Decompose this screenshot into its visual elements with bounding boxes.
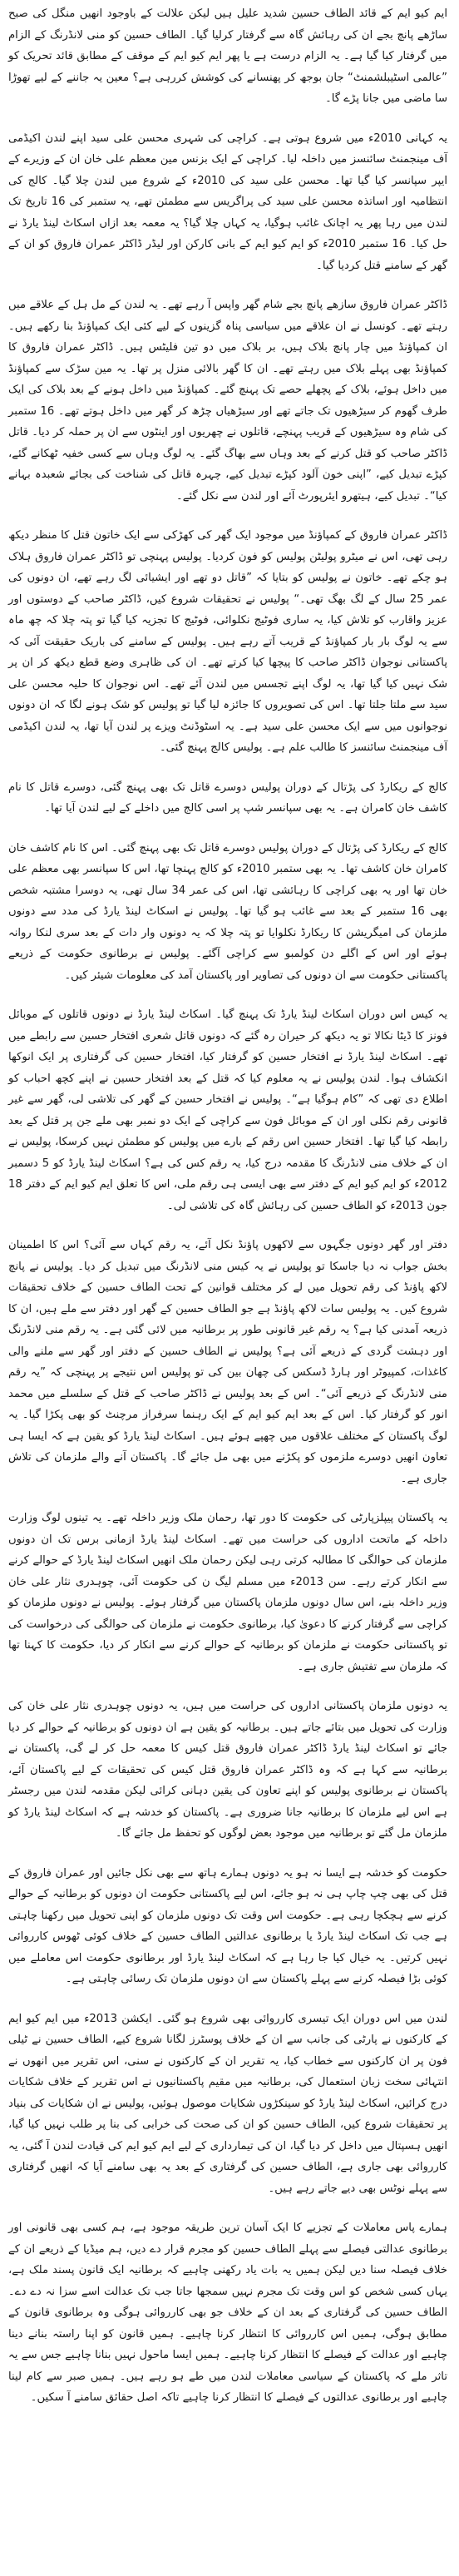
paragraph-13: ہمارے پاس معاملات کے تجزیے کا ایک آسان ترین طریقہ موجود ہے، ہم کسی بھی قانونی اور برطانوی عدالتی فیصلے سے پہلے الطاف حسین کو مجرم قرار دے دیں، ہم میڈیا کے ذریعے ان کے خلاف فیصلہ سنا دیں لیکن ہمیں یہ بات یاد رکھنی چاہیے کہ برطانیہ ایک قانون پسند ملک ہے، یہاں کسی شخص کو اس وقت تک مجرم نہیں سمجھا جاتا جب تک عدالت اسے سزا نہ دے دے۔ الطاف حسین کی گرفتاری کے بعد ان کے خلاف جو بھی کارروائی ہوگی وہ برطانوی قانون کے مطابق ہوگی، ہمیں اس کارروائی کا انتظار کرنا چاہیے۔ ہمیں قانون کو اپنا راستہ بنانے دینا چاہیے اور عدالت کے فیصلے کا انتظار کرنا چاہیے۔ ہمیں ایسا ماحول نہیں بنانا چاہیے جس سے یہ تاثر ملے کہ پاکستان کے سیاسی معاملات لندن میں طے ہو رہے ہیں۔ ہمیں صبر سے کام لینا چاہیے اور برطانوی عدالتوں کے فیصلے کا انتظار کرنا چاہیے تاکہ اصل حقائق سامنے آ سکیں۔ xyxy=(8,2222,447,2404)
paragraph-2: یہ کہانی 2010ء میں شروع ہوتی ہے۔ کراچی کی شہری محسن علی سید اپنے لندن اکیڈمی آف مینجمنٹ سائنسز میں داخلہ لیا۔ کراچی کے ایک بزنس مین معظم علی خان ان کے وزیرے کے ایپر سپانسر کیا گیا تھا۔ محسن علی سید کی 2010ء کے شروع میں لندن چلا گیا۔ کالج کی انتظامیہ اور اساتذہ محسن علی سید کی پراگریس سے مطمئن تھے، یہ ستمبر کی 16 تاریخ تک لندن میں رہا پھر یہ اچانک غائب ہوگیا، یہ کہاں چلا گیا؟ یہ معمہ بعد ازاں اسکاٹ لینڈ یارڈ نے حل کیا۔ 16 ستمبر 2010ء کو ایم کیو ایم کے بانی کارکن اور لیڈر ڈاکٹر عمران فاروق کو ان کے گھر کے سامنے قتل کردیا گیا۔ xyxy=(8,131,447,272)
paragraph-3: ڈاکٹر عمران فاروق سازھے پانچ بجے شام گھر واپس آ رہے تھے۔ یہ لندن کے مل ہل کے علاقے میں رہتے تھے۔ کونسل نے ان علاقے میں سیاسی پناہ گزینوں کے لیے کئی ایک کمپاؤنڈ بنا رکھے ہیں۔ ان کمپاؤنڈ میں چار پانچ بلاک ہیں، بر بلاک میں دو تین فلیٹس ہیں۔ ڈاکٹر عمران فاروق کا کمپاؤنڈ بھی پہلے بلاک میں رہتے تھے۔ ان کا گھر بالائی منزل پر تھا۔ یہ مین سڑک سے کمپاؤنڈ میں داخل ہوئے، بلاک کے پچھلے حصے تک پہنچ گئے۔ کمپاؤنڈ میں داخل ہونے کے بعد بلاک کی ایک طرف گھوم کر سیڑھیوں تک جاتے تھے اور سیڑھیاں چڑھ کر گھر میں داخل ہوتے تھے۔ 16 ستمبر کی شام وہ سیڑھیوں کے قریب پہنچے، قاتلوں نے چھریوں اور اینٹوں سے ان پر حملہ کر دیا۔ قاتل ڈاکٹر صاحب کو قتل کرنے کے بعد وہاں سے بھاگ گئے۔ یہ لوگ وہاں سے کسی خفیہ ٹھکانے گئے، کپڑے تبدیل کیے، ”اپنی خون آلود کپڑے تبدیل کیے، چہرہ قاتل کی شناخت کی بجائے شعبدہ بہانے کیا“۔ تبدیل کیے، ہیتھرو ایئرپورٹ آئے اور لندن سے نکل گئے۔ xyxy=(8,299,447,503)
paragraph-4: ڈاکٹر عمران فاروق کے کمپاؤنڈ میں موجود ایک گھر کی کھڑکی سے ایک خاتون قتل کا منظر دیکھ رہی تھی، اس نے میٹرو پولیٹن پولیس کو فون کردیا۔ پولیس پہنچی تو ڈاکٹر عمران فاروق ہلاک ہو چکے تھے۔ خاتون نے پولیس کو بتایا کہ ”قاتل دو تھے اور ایشیائی لگ رہے تھے، ان دونوں کی عمر 25 سال کے لگ بھگ تھی۔“ پولیس نے تحقیقات شروع کیں، ڈاکٹر صاحب کے دوستوں اور عزیز واقارب کو تلاش کیا، یہ ساری فوٹیج نکلوائی، فوٹیج کا تجزیہ کیا گیا تو پتہ چلا کہ چھ ماہ سے یہ لوگ بار بار کمپاؤنڈ کے قریب آتے رہے ہیں۔ پولیس کے سامنے کی باریک حقیقت آئی کہ پاکستانی نوجوان ڈاکٹر صاحب کا پیچھا کیا کرتے تھے۔ ان کی ظاہری وضع قطع دیکھ کر ان پر شک نہیں کیا گیا تھا، یہ لوگ اپنے تجسس میں لندن آئے تھے۔ اس نوجوان کا حلیہ محسن علی سید سے ملتا جلتا تھا۔ اس کی تصویروں کا جائزہ لیا گیا تو پولیس کو شک ہونے لگا کہ ان دونوں نوجوانوں میں سے ایک محسن علی سید ہے۔ یہ اسٹوڈنٹ ویزے پر لندن آیا تھا، یہ لندن اکیڈمی آف مینجمنٹ سائنسز کا طالب علم ہے۔ پولیس کالج پہنچ گئی۔ xyxy=(8,529,447,754)
paragraph-12: لندن میں اس دوران ایک تیسری کارروائی بھی شروع ہو گئی۔ ایکشن 2013ء میں ایم کیو ایم کے کارکنوں نے پارٹی کی جانب سے ان کے خلاف پوسٹرز لگانا شروع کیے، الطاف حسین نے ٹیلی فون پر ان کارکنوں سے خطاب کیا، یہ تقریر ان کے کارکنوں نے سنی، اس تقریر میں انھوں نے انتہائی سخت زبان استعمال کی، برطانیہ میں مقیم پاکستانیوں نے اس تقریر کے خلاف شکایات درج کرائیں، اسکاٹ لینڈ یارڈ کو سینکڑوں شکایات موصول ہوئیں، پولیس نے ان شکایات کی بنیاد پر تحقیقات شروع کیں، الطاف حسین کو ان کی صحت کی خرابی کی بنا پر طلب نہیں کیا گیا، انھیں ہسپتال میں داخل کر دیا گیا، ان کی تیمارداری کے لیے ایم کیو ایم کی قیادت لندن آ گئی، یہ کارروائی بھی جاری ہے، الطاف حسین کی گرفتاری کے بعد یہ بھی سامنے آیا کہ انھیں گرفتاری سے پہلے نوٹس بھی دیے جاتے رہے ہیں۔ xyxy=(8,2012,448,2195)
paragraph-8: دفتر اور گھر دونوں جگہوں سے لاکھوں پاؤنڈ نکل آئے، یہ رقم کہاں سے آئی؟ اس کا اطمینان بخش جواب نہ دیا جاسکا تو پولیس نے یہ کیس منی لانڈرنگ میں تبدیل کر دیا۔ پولیس نے پانچ لاکھ پاؤنڈ کی رقم تحویل میں لے کر مختلف قوانین کے تحت الطاف حسین کے خلاف تحقیقات شروع کیں۔ یہ پولیس سات لاکھ پاؤنڈ ہے جو الطاف حسین کے گھر اور دفتر سے ملے ہیں، ان کا ذریعہ آمدنی کیا ہے؟ یہ رقم غیر قانونی طور پر برطانیہ میں لائی گئی ہے۔ یہ رقم منی لانڈرنگ اور دہشت گردی کے ذریعے آئی ہے؟ پولیس نے الطاف حسین کے دفتر اور گھر سے ملنے والی کاغذات، کمپیوٹر اور ہارڈ ڈسکس کی چھان بین کی تو پولیس اس نتیجے پر پہنچی کہ ”یہ رقم منی لانڈرنگ کے ذریعے آئی“۔ اس کے بعد پولیس نے ڈاکٹر صاحب کے قتل کے سلسلے میں محمد انور کو گرفتار کیا۔ اس کے بعد ایم کیو ایم کے ایک رہنما سرفراز مرچنٹ کو بھی پکڑا گیا۔ یہ لوگ پاکستان کے مختلف علاقوں میں چھپے ہوئے ہیں۔ اسکاٹ لینڈ یارڈ کو یقین ہے کہ ایسا ہی تعاون انھیں دوسرے ملزموں کو پکڑنے میں بھی مل جائے گا۔ پاکستان آنے والے ملزمان کی تلاش جاری ہے۔ xyxy=(8,1239,447,1485)
paragraph-7: یہ کیس اس دوران اسکاٹ لینڈ یارڈ تک پہنچ گیا۔ اسکاٹ لینڈ یارڈ نے دونوں قاتلوں کے موبائل فونز کا ڈیٹا نکالا تو یہ دیکھ کر حیران رہ گئے کہ دونوں قاتل شعری افتخار حسین سے رابطے میں تھے۔ اسکاٹ لینڈ یارڈ نے افتخار حسین کو گرفتار کیا، افتخار حسین کی گرفتاری پر ایک انوکھا انکشاف ہوا۔ لندن پولیس نے یہ معلوم کیا کہ قتل کے بعد افتخار حسین نے اپنے کچھ احباب کو اطلاع دی تھی کہ ”کام ہوگیا ہے“۔ پولیس نے افتخار حسین کے گھر کی تلاشی لی، گھر سے غیر قانونی رقم نکلی اور ان کے موبائل فون سے کراچی کے ایک دو نمبر بھی ملے جن پر قتل کے بعد رابطہ کیا گیا تھا۔ افتخار حسین اس رقم کے بارے میں پولیس کو مطمئن نہیں کرسکا، پولیس نے ان کے خلاف منی لانڈرنگ کا مقدمہ درج کیا، یہ رقم کس کی ہے؟ اسکاٹ لینڈ یارڈ کو 5 دسمبر 2012ء کو ایم کیو ایم کے دفتر سے بھی ایسی ہی رقم ملی، اس کا تعلق ایم کیو ایم کے دفتر 18 جون 2013ء کو الطاف حسین کی رہائش گاہ کی تلاشی لی۔ xyxy=(8,1008,448,1212)
paragraph-6: کالج کے ریکارڈ کی پڑتال کے دوران پولیس دوسرے قاتل تک بھی پہنچ گئی۔ اس کا نام کاشف خان کامران خان کاشف تھا۔ یہ بھی ستمبر 2010ء کو کالج پہنچا تھا، اس کا سپانسر بھی معظم علی خان تھا اور یہ بھی کراچی کا رہائشی تھا، اس کی عمر 34 سال تھی، یہ دوسرا مشتبہ شخص بھی 16 ستمبر کے بعد سے غائب ہو گیا تھا۔ پولیس نے اسکاٹ لینڈ یارڈ کی مدد سے دونوں ملزمان کی امیگریشن کا ریکارڈ نکلوایا تو پتہ چلا کہ یہ دونوں وار دات کے بعد سری لنکا روانہ ہوئے اور اس کے اگلے دن کولمبو سے کراچی آگئے۔ پولیس نے برطانوی حکومت کے ذریعے پاکستانی حکومت سے ان دونوں کی تصاویر اور پاکستان آمد کی معلومات شیئر کیں۔ xyxy=(8,841,448,982)
paragraph-1: ایم کیو ایم کے قائد الطاف حسین شدید علیل ہیں لیکن علالت کے باوجود انھیں منگل کی صبح ساڑھے پانچ بجے ان کی رہائش گاہ سے گرفتار کرلیا گیا۔ الطاف حسین کو منی لانڈرنگ کے الزام میں گرفتار کیا گیا ہے۔ یہ الزام درست ہے یا پھر ایم کیو ایم کے موقف کے مطابق قائد تحریک کو ”عالمی اسٹیبلشمنٹ“ جان بوجھ کر پھنسانے کی کوشش کررہی ہے؟ معین یہ جاننے کے لیے تھوڑا سا ماضی میں جانا پڑے گا۔ xyxy=(8,7,447,105)
paragraph-9: یہ پاکستان پیپلزپارٹی کی حکومت کا دور تھا، رحمان ملک وزیر داخلہ تھے۔ یہ تینوں لوگ وزارت داخلہ کے ماتحت اداروں کی حراست میں تھے۔ اسکاٹ لینڈ یارڈ ازمانی برس تک ان دونوں ملزمان کی حوالگی کا مطالبہ کرتی رہی لیکن رحمان ملک انھیں اسکاٹ لینڈ یارڈ کے حوالے کرنے سے انکار کرتے رہے۔ سن 2013ء میں مسلم لیگ ن کی حکومت آئی، چوہدری نثار علی خان وزیر داخلہ بنے، اس سال دونوں ملزمان پاکستان میں گرفتار ہوئے۔ پولیس نے دونوں ملزمان کو کراچی سے گرفتار کرنے کا دعویٰ کیا، برطانوی حکومت نے ملزمان کی حوالگی کی درخواست کی تو پاکستانی حکومت نے ملزمان کو برطانیہ کے حوالے کرنے سے انکار کر دیا، حکومت کا کہنا تھا کہ ملزمان سے تفتیش جاری ہے۔ xyxy=(8,1512,447,1673)
paragraph-11: حکومت کو خدشہ ہے ایسا نہ ہو یہ دونوں ہمارے ہاتھ سے بھی نکل جائیں اور عمران فاروق کے قتل کی بھی چپ چاپ ہی نہ ہو جائے، اس لیے پاکستانی حکومت ان دونوں کو برطانیہ کے حوالے کرنے سے ہچکچا رہی ہے۔ حکومت اس وقت تک دونوں ملزمان کو اپنی تحویل میں رکھنا چاہتی ہے جب تک اسکاٹ لینڈ یارڈ یا برطانوی عدالتیں الطاف حسین کے خلاف کوئی ٹھوس کارروائی نہیں کرتیں۔ یہ خیال کیا جا رہا ہے کہ اسکاٹ لینڈ یارڈ اور برطانوی حکومت اس معاملے میں کوئی بڑا فیصلہ کرنے سے پہلے پاکستان سے ان دونوں ملزمان تک رسائی چاہتی ہے۔ xyxy=(8,1866,447,1985)
paragraph-10: یہ دونوں ملزمان پاکستانی اداروں کی حراست میں ہیں، یہ دونوں چوہدری نثار علی خان کی وزارت کی تحویل میں بتائے جاتے ہیں۔ برطانیہ کو یقین ہے ان دونوں کو برطانیہ کے حوالے کر دیا جائے تو اسکاٹ لینڈ یارڈ ڈاکٹر عمران فاروق قتل کیس کا معمہ حل کر لے گی، پاکستان نے برطانیہ سے کہا ہے کہ وہ ڈاکٹر عمران فاروق قتل کیس کی تحقیقات کے لیے پاکستان آئے، پاکستان نے برطانوی پولیس کو اپنے تعاون کی یقین دہانی کرائی لیکن مقدمہ لندن میں رجسٹر ہے اس لیے ملزمان کا برطانیہ جانا ضروری ہے۔ پاکستان کو خدشہ ہے کہ اسکاٹ لینڈ یارڈ کو ملزمان مل گئے تو برطانیہ میں موجود بعض لوگوں کو تحفظ مل جائے گا۔ xyxy=(8,1700,447,1840)
paragraph-5: کالج کے ریکارڈ کی پڑتال کے دوران پولیس دوسرے قاتل تک بھی پہنچ گئی، دوسرے قاتل کا نام کاشف خان کامران ہے۔ یہ بھی سپانسر شپ پر اسی کالج میں داخلے کے لیے لندن آیا تھا۔ xyxy=(8,780,447,815)
